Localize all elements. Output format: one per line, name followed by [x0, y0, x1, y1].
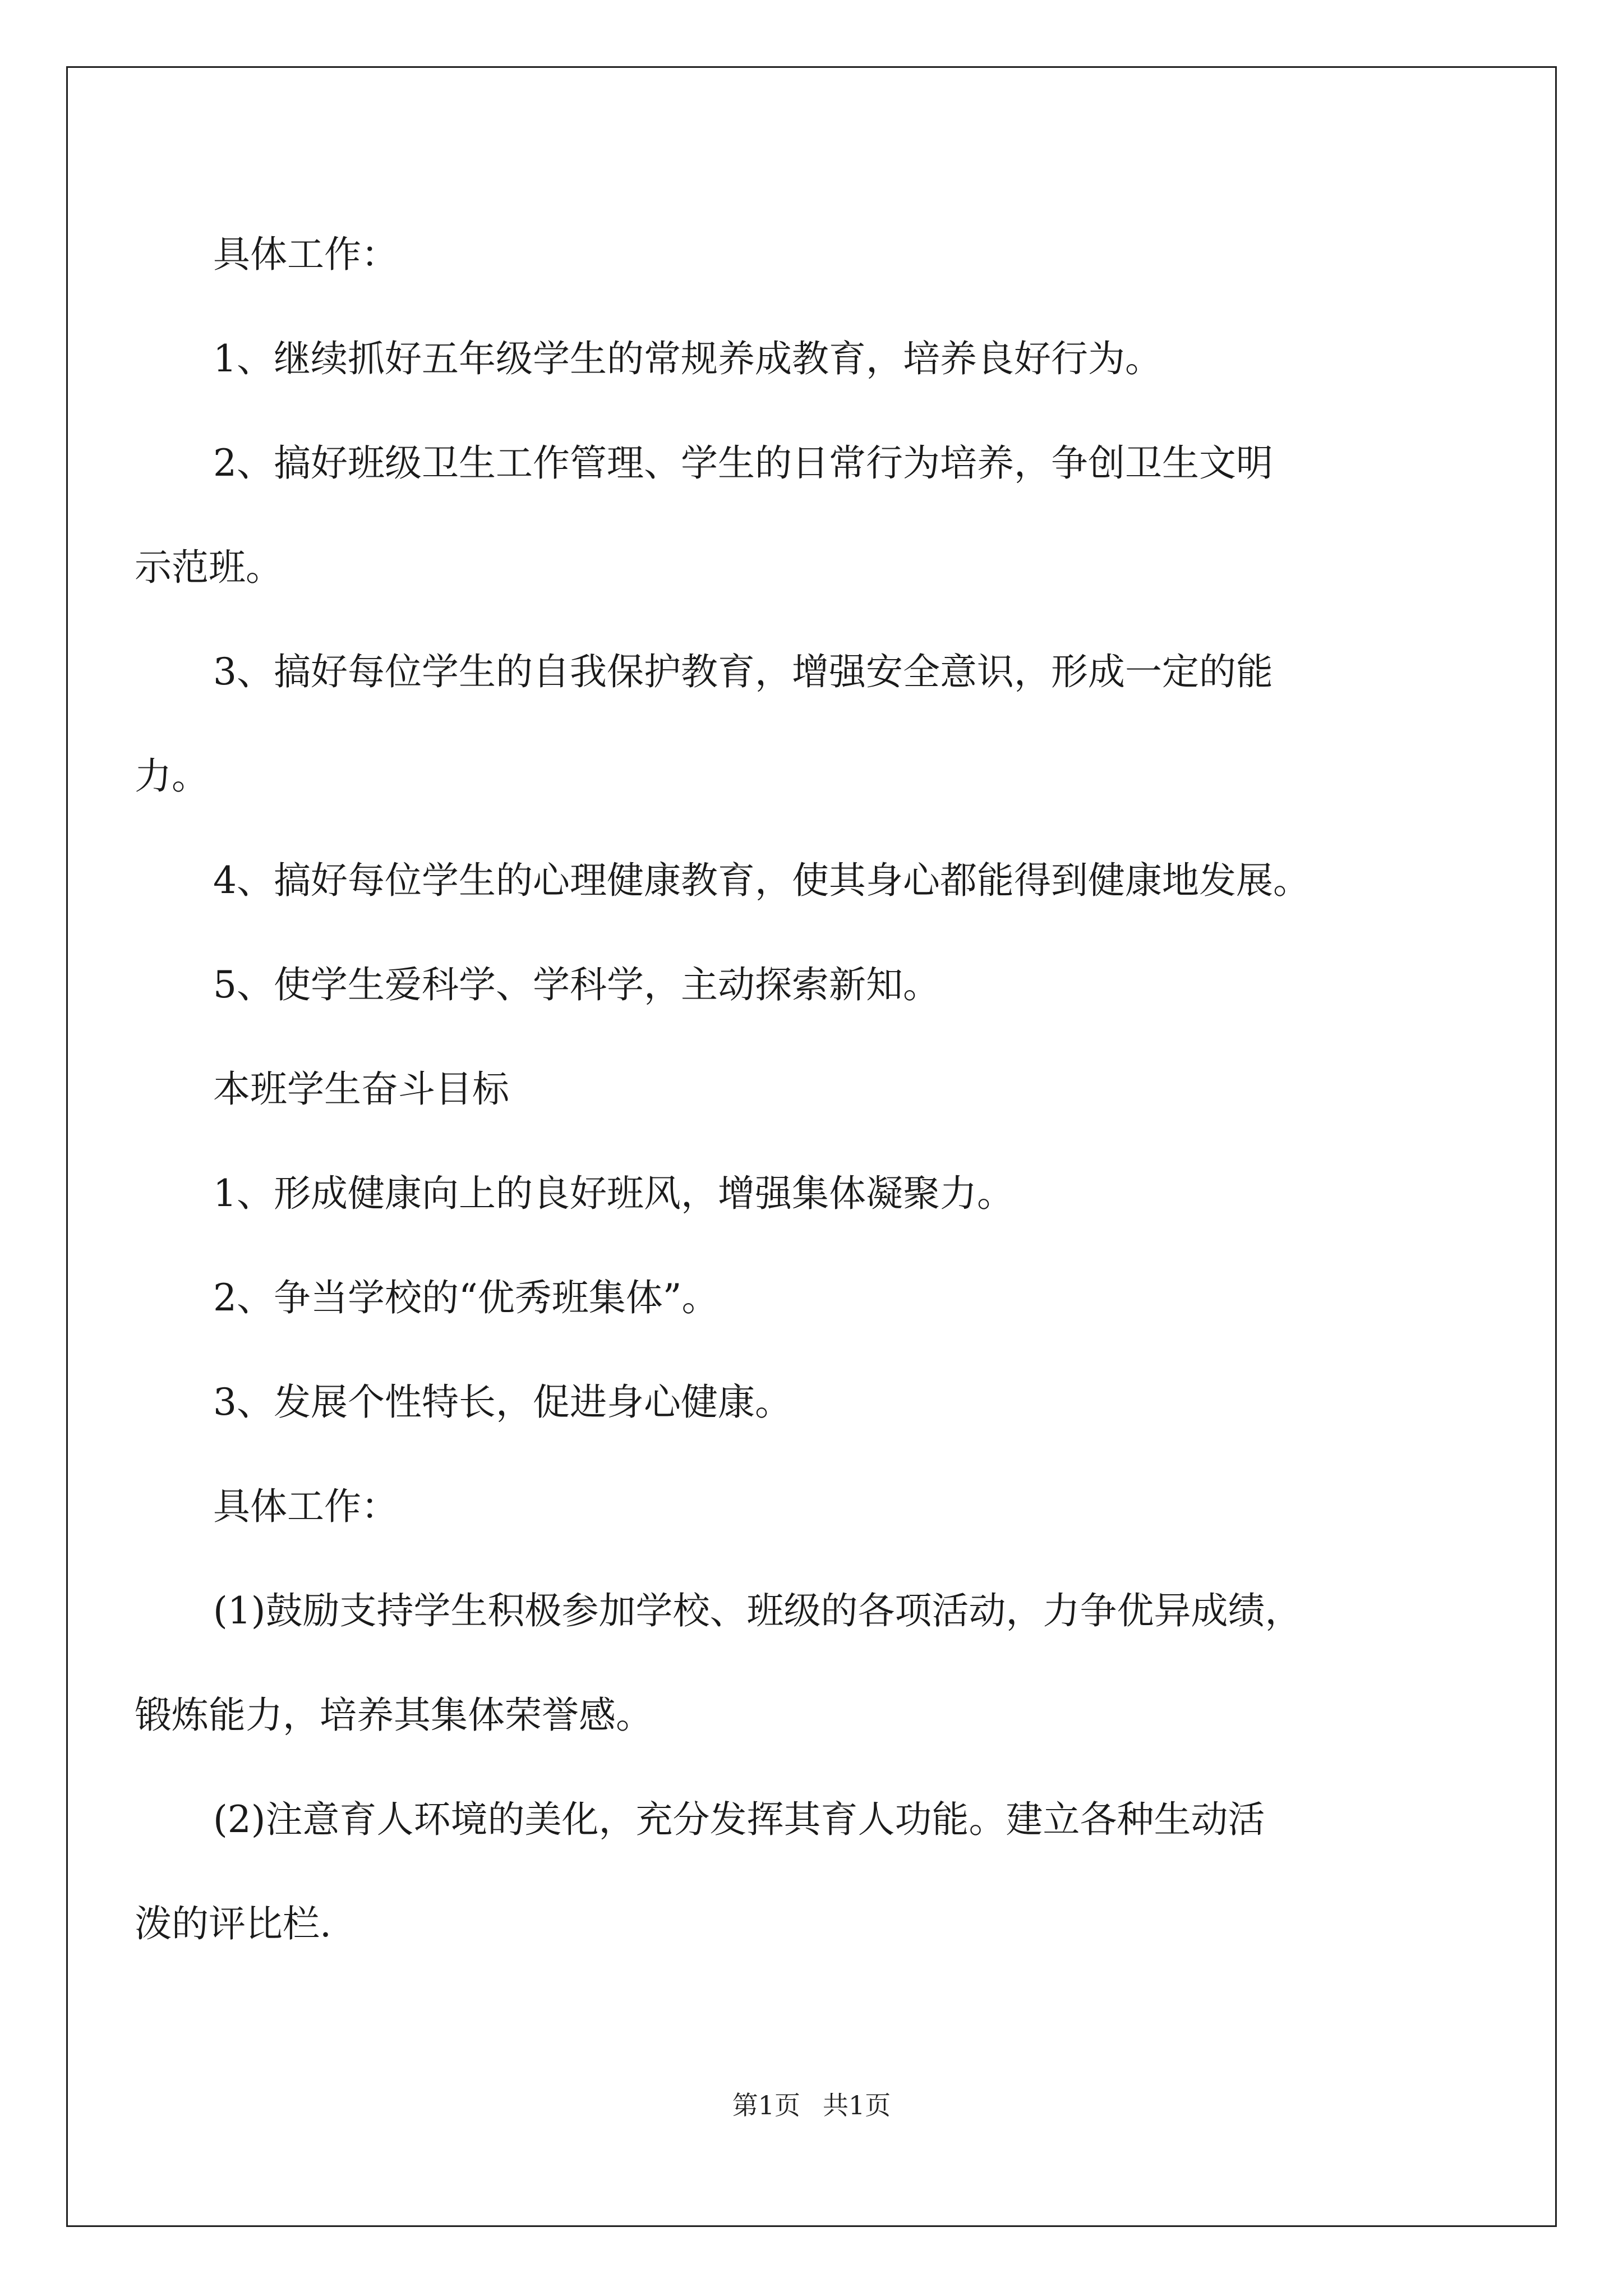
text-line: 1、继续抓好五年级学生的常规养成教育，培养良好行为。 [213, 337, 1162, 380]
page-number-total: 共1页 [823, 2090, 891, 2120]
text-line: (1)鼓励支持学生积极参加学校、班级的各项活动，力争优异成绩， [213, 1589, 1302, 1632]
text-line: 2、争当学校的“优秀班集体”。 [213, 1276, 719, 1319]
text-line: 具体工作： [213, 233, 398, 276]
text-line: 具体工作： [213, 1485, 398, 1528]
section-heading: 本班学生奋斗目标 [213, 1068, 509, 1111]
page-footer [0, 2090, 1623, 2121]
text-line: 力。 [135, 754, 209, 798]
text-line: 3、发展个性特长，促进身心健康。 [213, 1381, 792, 1424]
text-line: 泼的评比栏. [135, 1902, 331, 1945]
page-number-current: 第1页 [732, 2090, 800, 2120]
text-line: 示范班。 [135, 546, 283, 589]
text-line: 3、搞好每位学生的自我保护教育，增强安全意识，形成一定的能 [213, 650, 1273, 693]
text-line: 5、使学生爱科学、学科学，主动探索新知。 [213, 963, 940, 1006]
text-line: 2、搞好班级卫生工作管理、学生的日常行为培养，争创卫生文明 [213, 441, 1273, 485]
text-line: (2)注意育人环境的美化，充分发挥其育人功能。建立各种生动活 [213, 1798, 1265, 1841]
text-line: 4、搞好每位学生的心理健康教育，使其身心都能得到健康地发展。 [213, 859, 1310, 902]
text-line: 锻炼能力，培养其集体荣誉感。 [135, 1694, 653, 1737]
text-line: 1、形成健康向上的良好班风，增强集体凝聚力。 [213, 1172, 1014, 1215]
